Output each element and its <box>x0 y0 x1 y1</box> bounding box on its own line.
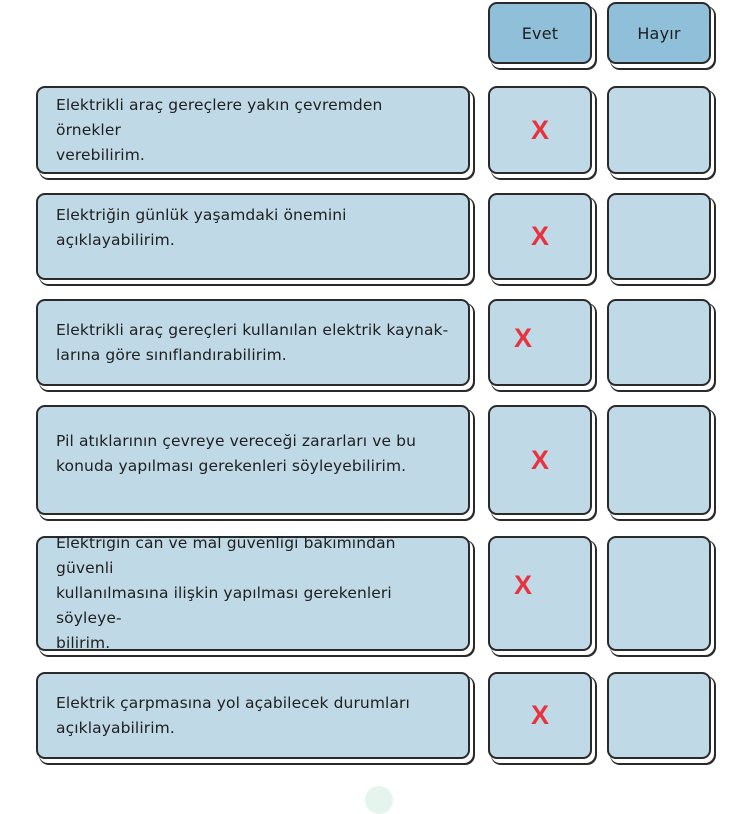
statement-text <box>56 691 410 741</box>
hayir-answer-box-5[interactable] <box>607 536 711 651</box>
hayir-answer-box-6[interactable] <box>607 672 711 759</box>
evet-answer-box-1[interactable] <box>488 86 592 174</box>
statement-line: Elektrikli araç gereçlere yakın çevremden örnekler <box>56 95 383 139</box>
statement-card-3 <box>36 299 470 386</box>
statement-line: Elektrik çarpmasına yol açabilecek durumları <box>56 693 410 712</box>
x-mark: X <box>530 221 549 251</box>
hayir-header-label: Hayır <box>637 23 681 43</box>
statement-text <box>56 93 450 168</box>
evet-answer-box-5[interactable] <box>488 536 592 651</box>
hayir-answer-box-4[interactable] <box>607 405 711 515</box>
statement-line: Elektrikli araç gereçleri kullanılan elektrik kaynak- <box>56 320 449 339</box>
evet-header-label: Evet <box>521 23 559 43</box>
statement-card-2 <box>36 193 470 280</box>
evet-column-header <box>488 2 592 64</box>
statement-line: bilirim. <box>56 634 111 652</box>
statement-card-1 <box>36 86 470 174</box>
hayir-answer-box-1[interactable] <box>607 86 711 174</box>
x-mark: X <box>514 323 533 353</box>
x-mark: X <box>530 114 549 145</box>
statement-line: verebilirim. <box>56 145 145 164</box>
statement-card-5 <box>36 536 470 651</box>
statement-line: larına göre sınıflandırabilirim. <box>56 345 287 364</box>
statement-text <box>56 318 448 368</box>
x-mark: X <box>514 570 533 600</box>
statement-text <box>56 531 450 656</box>
evet-answer-box-3[interactable] <box>488 299 592 386</box>
hayir-answer-box-3[interactable] <box>607 299 711 386</box>
statement-text <box>56 203 450 253</box>
evet-answer-box-6[interactable] <box>488 672 592 759</box>
statement-line: Elektriğin günlük yaşamdaki önemini açıklayabilirim. <box>56 205 347 249</box>
x-mark: X <box>530 700 549 730</box>
statement-line: açıklayabilirim. <box>56 718 175 737</box>
evet-answer-box-2[interactable] <box>488 193 592 280</box>
statement-card-6 <box>36 672 470 759</box>
statement-line: kullanılmasına ilişkin yapılması gerekenleri söyleye- <box>56 584 392 627</box>
statement-card-4 <box>36 405 470 515</box>
decorative-circle <box>365 786 393 814</box>
hayir-answer-box-2[interactable] <box>607 193 711 280</box>
statement-line: Elektriğin can ve mal güvenliği bakımından güvenli <box>56 534 396 577</box>
statement-line: Pil atıklarının çevreye vereceği zararları ve bu <box>56 432 416 450</box>
statement-text <box>56 429 416 479</box>
hayir-column-header <box>607 2 711 64</box>
statement-line: konuda yapılması gerekenleri söyleyebilirim. <box>56 457 407 475</box>
evet-answer-box-4[interactable] <box>488 405 592 515</box>
x-mark: X <box>530 444 549 475</box>
